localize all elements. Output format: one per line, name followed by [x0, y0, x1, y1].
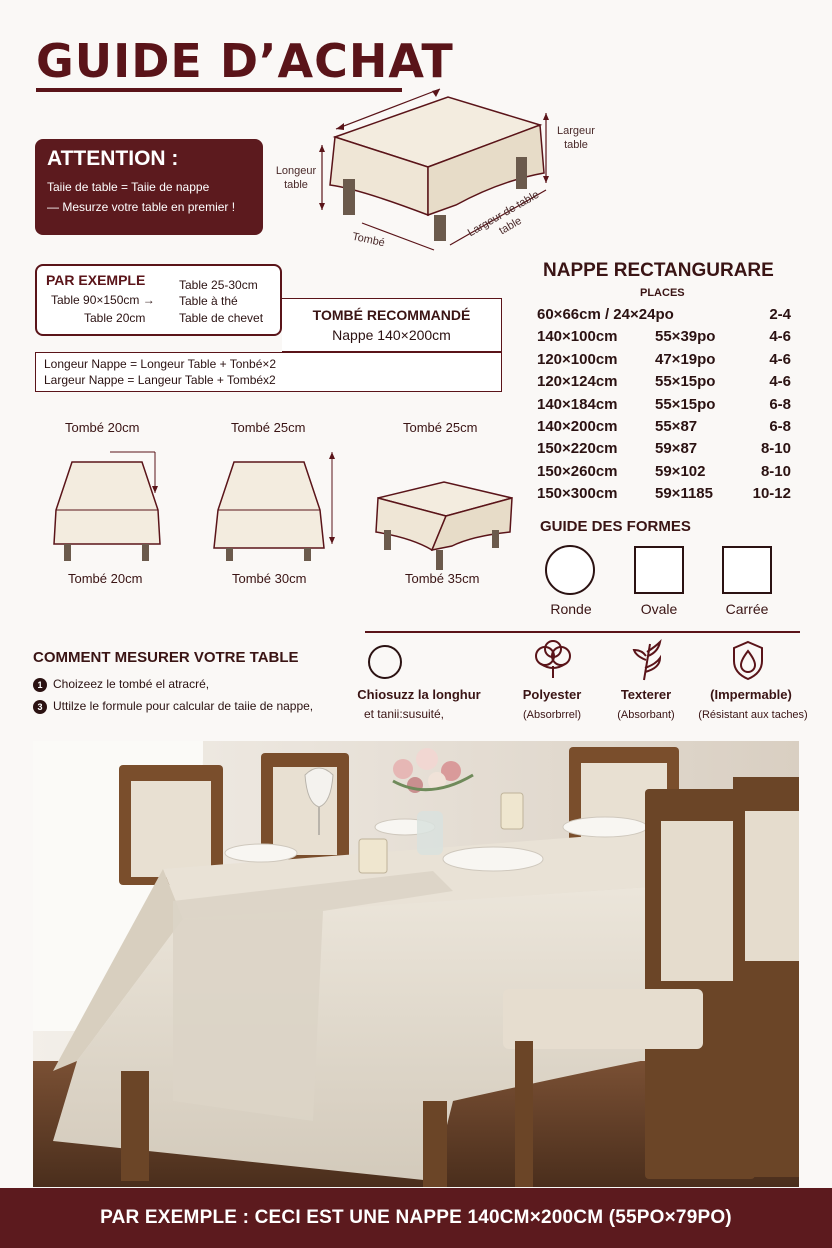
- attention-line-1: Taiie de table = Taiie de nappe: [47, 180, 210, 194]
- footer-banner: PAR EXEMPLE : CECI EST UNE NAPPE 140CM×200CM (55PO×79PO): [0, 1188, 832, 1248]
- size-places: 4-6: [769, 350, 791, 368]
- size-row: [537, 463, 797, 483]
- oval-shape-icon: [633, 545, 685, 595]
- size-po: 55×15po: [655, 373, 716, 391]
- size-cm: 150×300cm: [537, 485, 618, 503]
- tombe-35-table-icon: [372, 480, 517, 572]
- size-cm: 120×124cm: [537, 373, 618, 391]
- step-text: Uttilze le formule pour calcular de taiie de nappe,: [53, 699, 314, 713]
- tombe-example-bottom-2: Tombé 30cm: [232, 571, 307, 586]
- formula-box: [35, 352, 502, 392]
- size-row: [537, 485, 797, 505]
- size-row: [537, 328, 797, 348]
- mesurer-step-1: [33, 677, 209, 692]
- step-text: Choizeez le tombé el atracré,: [53, 677, 210, 691]
- tombe-recommande-value: Nappe 140×200cm: [332, 327, 451, 343]
- feature-3-label: Texterer: [620, 687, 672, 702]
- size-row: [537, 440, 797, 460]
- example-option-2: Table à thé: [179, 294, 238, 308]
- diagram-longueur-label: Longeur table: [275, 165, 317, 191]
- mesurer-step-3: [33, 699, 313, 714]
- leaf-icon: [630, 638, 666, 682]
- size-row: [537, 418, 797, 438]
- tombe-25-table-icon: [210, 448, 340, 563]
- feature-2-label: Polyester: [522, 687, 582, 702]
- size-po: 55×15po: [655, 395, 716, 413]
- size-places: 6-8: [769, 418, 791, 435]
- size-row: [537, 373, 797, 393]
- size-cm: 140×200cm: [537, 418, 618, 435]
- shape-label-square: Carrée: [725, 601, 769, 617]
- cotton-flower-icon: [531, 640, 575, 680]
- formula-line-1: Longeur Nappe = Longeur Table + Tonbé×2: [44, 357, 277, 371]
- tombe-example-top-1: Tombé 20cm: [65, 420, 140, 435]
- example-heading: PAR EXEMPLE: [46, 272, 146, 288]
- circle-icon: [366, 643, 404, 681]
- example-table-drop: Table 20cm: [84, 311, 146, 325]
- step-number: 1: [33, 678, 47, 692]
- size-places: 4-6: [769, 373, 791, 391]
- formula-line-2: Largeur Nappe = Langeur Table + Tombéx2: [44, 373, 276, 387]
- size-places: 8-10: [760, 462, 791, 480]
- size-row: [537, 351, 797, 371]
- step-number: 3: [33, 700, 47, 714]
- attention-heading: ATTENTION :: [47, 147, 179, 170]
- tombe-example-bottom-1: Tombé 20cm: [68, 571, 143, 586]
- round-shape-icon: [543, 543, 597, 597]
- feature-4-label: (Impermable): [710, 687, 792, 702]
- example-option-3: Table de chevet: [179, 311, 264, 325]
- tombe-20-table-icon: [50, 448, 165, 563]
- feature-1-sub: et tanii:susuité,: [363, 707, 445, 721]
- feature-4-sub: (Résistant aux taches): [698, 709, 808, 721]
- size-cm: 150×220cm: [537, 440, 618, 458]
- size-cm: 150×260cm: [537, 462, 618, 480]
- water-drop-shield-icon: [730, 639, 766, 681]
- size-cm: 60×66cm / 24×24po: [537, 306, 674, 323]
- attention-line-2: — Mesurze votre table en premier !: [47, 200, 236, 214]
- size-places: 4-6: [769, 328, 791, 346]
- tombe-example-top-2: Tombé 25cm: [231, 420, 306, 435]
- size-po: 55×87: [655, 418, 698, 435]
- size-places: 10-12: [752, 485, 791, 503]
- size-places: 6-8: [769, 395, 791, 413]
- size-po: 55×39po: [655, 328, 716, 346]
- size-cm: 140×184cm: [537, 395, 618, 413]
- feature-3-sub: (Absorbant): [617, 709, 675, 721]
- example-table-size: Table 90×150cm →: [51, 293, 155, 307]
- diagram-tombe-label: Tombé: [351, 230, 386, 250]
- nappe-table-title: NAPPE RECTANGURARE: [543, 260, 774, 281]
- size-po: 59×102: [655, 462, 706, 480]
- diagram-largeur-de-table-label: Largeur de table table: [465, 188, 542, 240]
- size-places: 8-10: [760, 440, 791, 458]
- size-po: 59×1185: [655, 485, 713, 503]
- size-po: 59×87: [655, 440, 698, 458]
- dining-table-photo: [33, 741, 799, 1187]
- square-shape-icon: [721, 545, 773, 595]
- diagram-largeur-label: Largeur table: [557, 125, 595, 151]
- size-cm: 120×100cm: [537, 350, 618, 368]
- attention-box: [35, 139, 263, 235]
- tombe-example-bottom-3: Tombé 35cm: [405, 571, 480, 586]
- table-measure-diagram: [300, 85, 560, 255]
- example-box: [35, 264, 282, 336]
- example-option-1: Table 25-30cm: [179, 278, 258, 292]
- section-divider: [365, 631, 800, 633]
- tombe-recommande-box: [282, 298, 502, 352]
- places-header: PLACES: [640, 287, 685, 299]
- tombe-example-top-3: Tombé 25cm: [403, 420, 478, 435]
- feature-1-label: Chiosuzz la longhur: [357, 687, 481, 702]
- tombe-recommande-heading: TOMBÉ RECOMMANDÉ: [312, 307, 471, 323]
- shape-label-round: Ronde: [550, 601, 592, 617]
- formes-title: GUIDE DES FORMES: [540, 518, 691, 535]
- size-po: 47×19po: [655, 350, 716, 368]
- shape-label-oval: Ovale: [640, 601, 678, 617]
- size-places: 2-4: [769, 306, 791, 323]
- page-title: GUIDE D’ACHAT: [36, 34, 454, 88]
- size-cm: 140×100cm: [537, 328, 618, 346]
- size-row: [537, 396, 797, 416]
- mesurer-title: COMMENT MESURER VOTRE TABLE: [33, 649, 299, 666]
- feature-2-sub: (Absorbrrel): [522, 709, 582, 721]
- size-row: [537, 306, 797, 326]
